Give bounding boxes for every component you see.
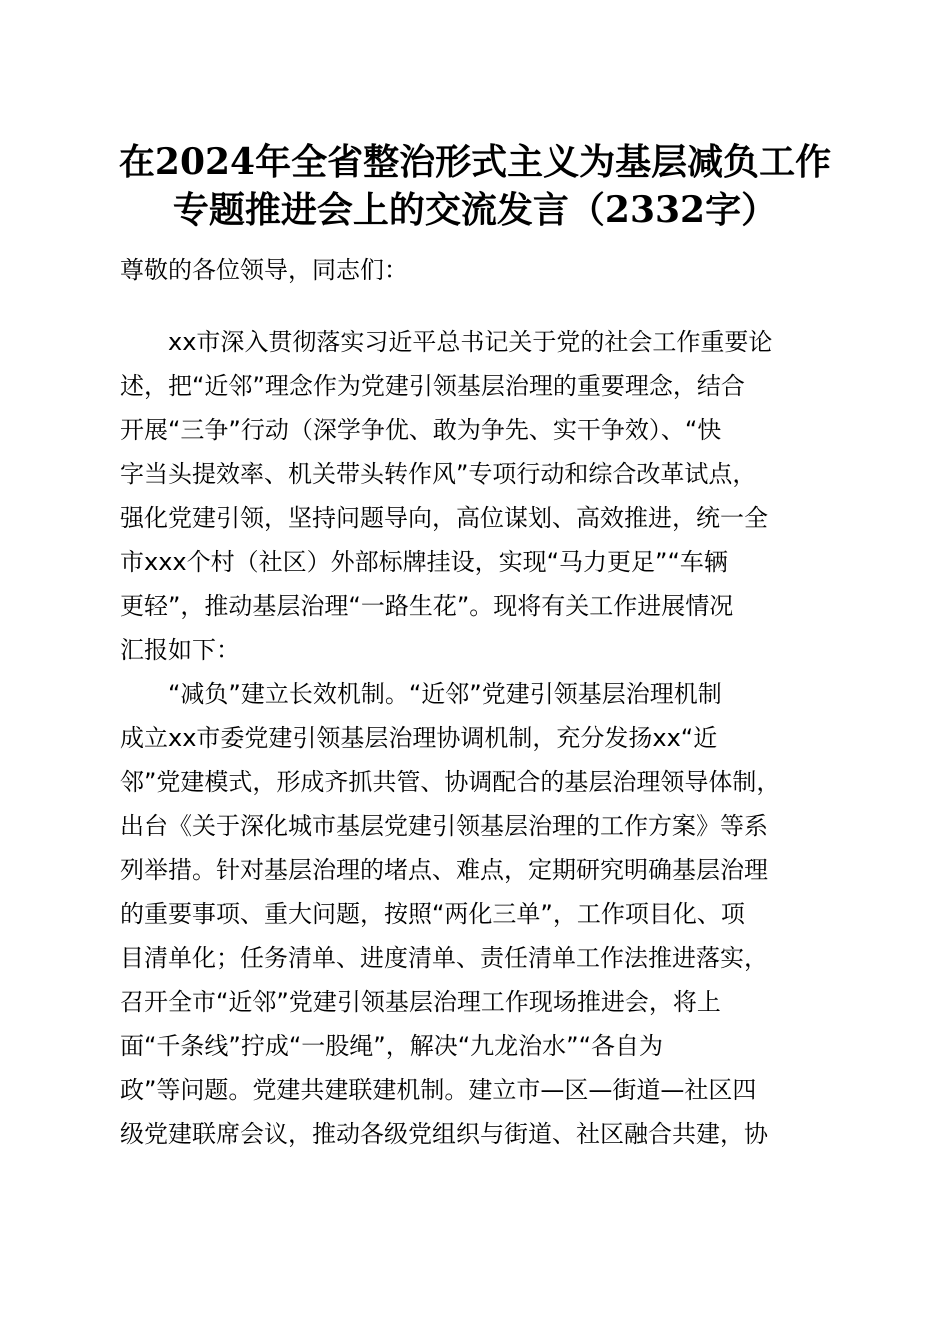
- body-line: 更轻”，推动基层治理“一路生花”。现将有关工作进展情况: [120, 592, 734, 620]
- body-line: 政”等问题。党建共建联建机制。建立市—区—街道—社区四: [120, 1076, 757, 1104]
- body-line: 面“千条线”拧成“一股绳”，解决“九龙治水”“各自为: [120, 1032, 664, 1060]
- body-line: “减负”建立长效机制。“近邻”党建引领基层治理机制: [120, 680, 722, 708]
- body-line: 邻”党建模式，形成齐抓共管、协调配合的基层治理领导体制，: [120, 768, 781, 796]
- body-line: 市xxx个村（社区）外部标牌挂设，实现“马力更足”“车辆: [120, 548, 728, 576]
- body-line: 召开全市“近邻”党建引领基层治理工作现场推进会，将上: [120, 988, 721, 1016]
- body-line: 述，把“近邻”理念作为党建引领基层治理的重要理念，结合: [120, 372, 745, 400]
- body-line: 出台《关于深化城市基层党建引领基层治理的工作方案》等系: [120, 812, 768, 840]
- body-line: 的重要事项、重大问题，按照“两化三单”，工作项目化、项: [120, 900, 745, 928]
- body-text: [120, 320, 840, 1156]
- body-line: 级党建联席会议，推动各级党组织与街道、社区融合共建，协: [120, 1120, 768, 1148]
- body-line: 目清单化；任务清单、进度清单、责任清单工作法推进落实，: [120, 944, 768, 972]
- body-line: 开展“三争”行动（深学争优、敢为争先、实干争效）、“快: [120, 416, 722, 444]
- body-line: 汇报如下：: [120, 636, 240, 664]
- document-title-line-1: 在2024年全省整治形式主义为基层减负工作: [118, 141, 832, 183]
- body-line: 列举措。针对基层治理的堵点、难点，定期研究明确基层治理: [120, 856, 768, 884]
- salutation: 尊敬的各位领导，同志们：: [120, 256, 408, 284]
- body-line: 成立xx市委党建引领基层治理协调机制，充分发扬xx“近: [120, 724, 718, 752]
- body-line: 字当头提效率、机关带头转作风”专项行动和综合改革试点，: [120, 460, 757, 488]
- body-line: 强化党建引领，坚持问题导向，高位谋划、高效推进，统一全: [120, 504, 768, 532]
- document-title-line-2: 专题推进会上的交流发言（2332字）: [172, 189, 778, 231]
- body-line: xx市深入贯彻落实习近平总书记关于党的社会工作重要论: [120, 328, 773, 356]
